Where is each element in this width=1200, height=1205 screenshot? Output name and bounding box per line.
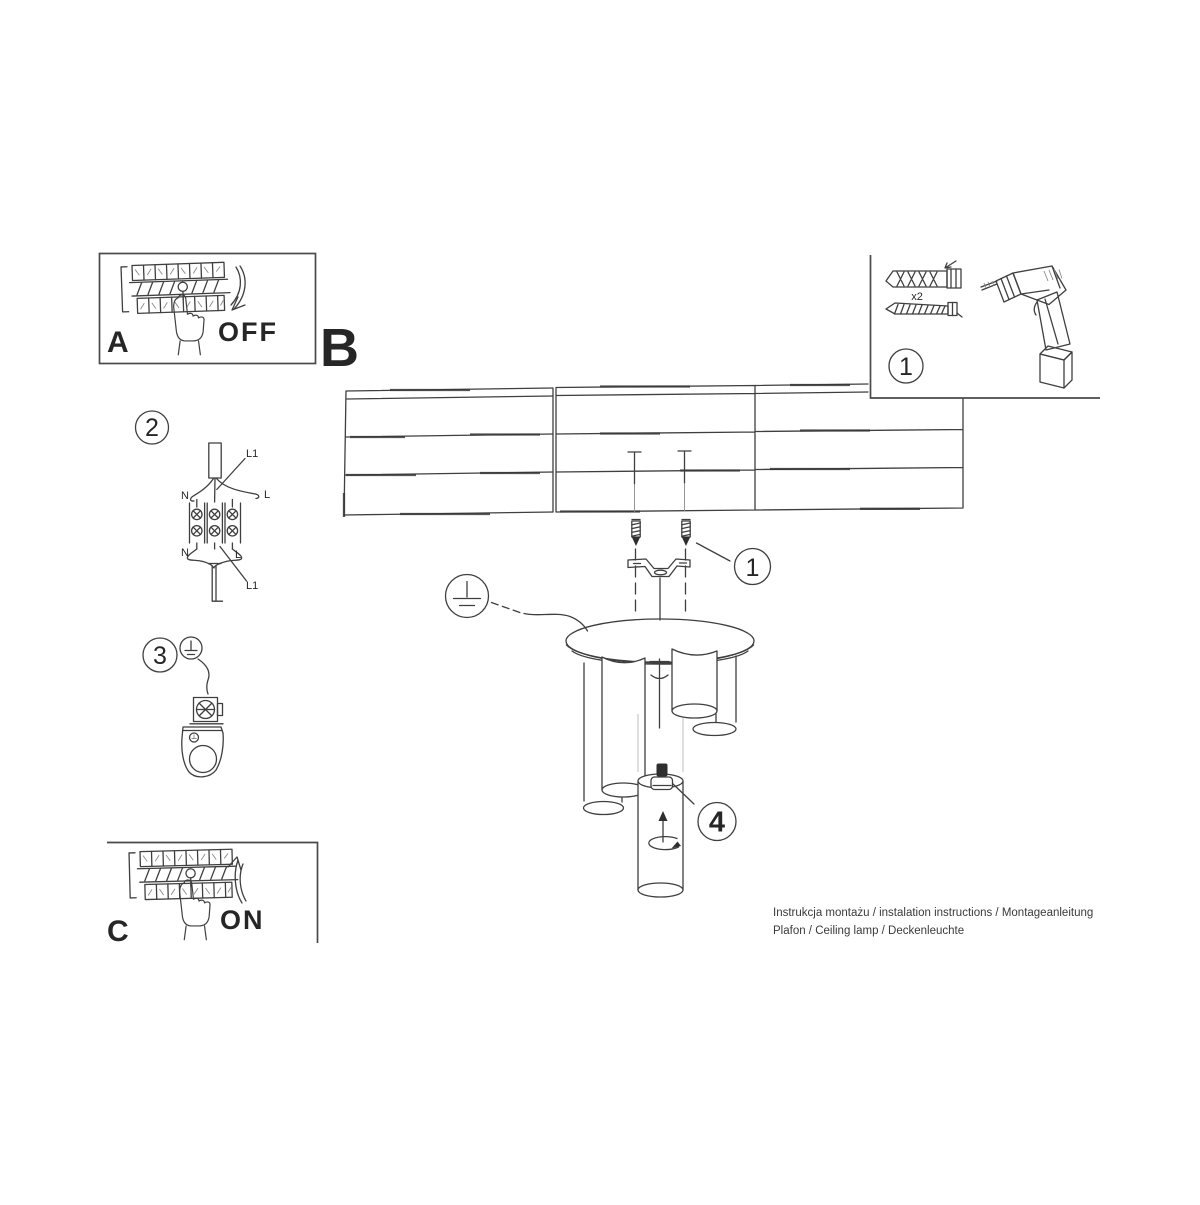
- label-switched-bottom: L1: [246, 580, 259, 592]
- footer-line-2: Plafon / Ceiling lamp / Deckenleuchte: [773, 925, 965, 937]
- curved-arrow-down-icon: [231, 266, 245, 310]
- bracket-callout-leader: [697, 543, 731, 561]
- l1-bottom-leader: [220, 547, 247, 582]
- label-live-top: L: [264, 489, 271, 501]
- step-2-wiring: [136, 411, 271, 601]
- lamp-tube-front-right: [672, 649, 717, 718]
- centre-fixing-screw: [650, 659, 669, 728]
- label-neutral-bottom: N: [181, 547, 189, 559]
- earth-wire: [524, 614, 588, 632]
- section-b-label: B: [320, 318, 359, 378]
- panel-c-border: [107, 843, 318, 944]
- earth-symbol-icon: [446, 575, 489, 618]
- earth-clamp-icon: [182, 727, 223, 777]
- earth-leader: [492, 603, 525, 615]
- earth-symbol-icon: [180, 637, 202, 659]
- main-installation-diagram: [344, 384, 963, 897]
- panel-a: [100, 254, 316, 364]
- bracket-callout-number: 1: [745, 554, 760, 582]
- circuit-breaker-icon: [121, 262, 231, 314]
- lamp-tube-middle: [638, 774, 683, 897]
- cable-bottom: [209, 564, 223, 602]
- footer: [773, 907, 1093, 937]
- step-3-callout-number: 3: [153, 642, 167, 670]
- footer-line-1: Instrukcja montażu / instalation instructions / Montageanleitung: [773, 907, 1094, 919]
- power-drill-icon: [981, 266, 1072, 388]
- wall-plug-icon: [886, 261, 961, 288]
- gu10-bulb-icon: [651, 764, 673, 790]
- circuit-breaker-icon: [129, 849, 238, 900]
- earth-wire-leader: [198, 659, 209, 694]
- earth-terminal-icon: [190, 698, 223, 724]
- panel-tools: [871, 255, 1101, 398]
- panel-a-label: A: [107, 326, 129, 359]
- anchor-quantity-label: x2: [911, 291, 923, 303]
- label-live-bottom: L: [235, 549, 242, 561]
- ceiling-boards: [344, 384, 963, 517]
- bulb-callout-number: 4: [708, 806, 726, 839]
- lamp-tube-front-left: [602, 657, 645, 797]
- step-2-callout-number: 2: [145, 414, 159, 442]
- label-neutral-top: N: [181, 490, 189, 502]
- cable-sleeve: [209, 443, 221, 478]
- pointing-hand-icon: [180, 880, 210, 940]
- step-3-earthing: [143, 637, 223, 777]
- mounting-bracket: [628, 559, 690, 620]
- canopy: [566, 619, 754, 664]
- terminal-block-icon: [190, 503, 241, 543]
- panel-c: [107, 843, 318, 949]
- label-switched-top: L1: [246, 448, 259, 460]
- panel-a-state-label: OFF: [218, 317, 278, 347]
- tools-callout-number: 1: [899, 353, 913, 381]
- panel-c-state-label: ON: [220, 905, 265, 935]
- panel-c-label: C: [107, 915, 129, 948]
- screw-icon: [886, 303, 962, 318]
